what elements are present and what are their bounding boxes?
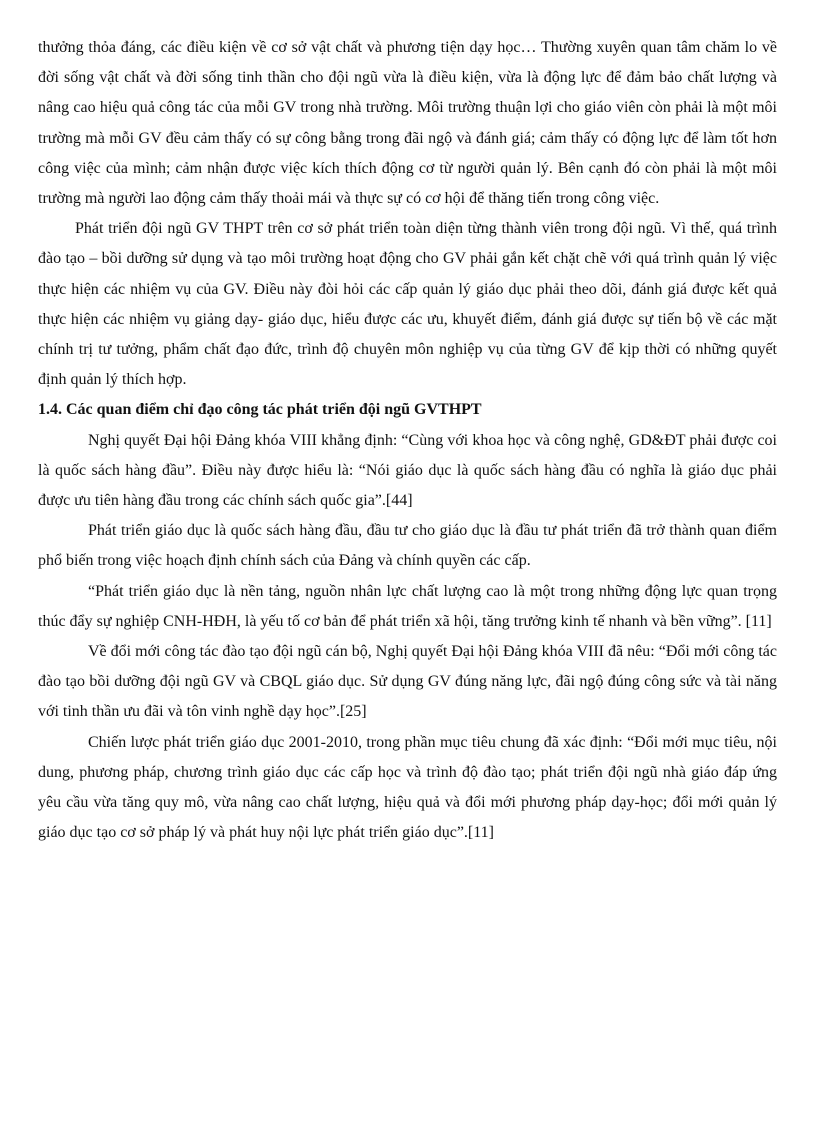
paragraph-education-foundation: “Phát triển giáo dục là nền tảng, nguồn nhân lực chất lượng cao là một trong những động lực quan trọng thúc đẩy sự nghiệp CNH-HĐH, là yếu tố cơ bản để phát triển xã hội, tăng trưởng kinh tế nhanh và bền vững”. [11] [38,582,777,630]
section-heading: 1.4. Các quan điểm chỉ đạo công tác phát triển đội ngũ GVTHPT [38,401,482,419]
paragraph-strategy-2001-2010: Chiến lược phát triển giáo dục 2001-2010, trong phần mục tiêu chung đã xác định: “Đổi mới mục tiêu, nội dung, phương pháp, chương trình giáo dục các cấp học và trình độ đào tạo; phát triển đội ngũ nhà giáo đáp ứng yêu cầu vừa tăng quy mô, vừa nâng cao chất lượng, hiệu quả và đổi mới phương pháp dạy-học; đổi mới quản lý giáo dục tạo cơ sở pháp lý và phát huy nội lực phát triển giáo dục”.[11] [38,733,777,842]
paragraph-staff-training: Về đổi mới công tác đào tạo đội ngũ cán bộ, Nghị quyết Đại hội Đảng khóa VIII đã nêu: “Đổi mới công tác đào tạo bồi dưỡng đội ngũ GV và CBQL giáo dục. Sử dụng GV đúng năng lực, đãi ngộ đúng công sức và tài năng với tinh thần ưu đãi và tôn vinh nghề dạy học”.[25] [38,643,777,721]
paragraph-education-priority: Phát triển giáo dục là quốc sách hàng đầu, đầu tư cho giáo dục là đầu tư phát triển đã trở thành quan điểm phổ biến trong việc hoạch định chính sách của Đảng và chính quyền các cấp. [38,522,777,570]
document-page [38,33,777,848]
paragraph-teacher-development: Phát triển đội ngũ GV THPT trên cơ sở phát triển toàn diện từng thành viên trong đội ngũ. Vì thế, quá trình đào tạo – bồi dưỡng sử dụng và tạo môi trường hoạt động cho GV phải gắn kết chặt chẽ với quá trình quản lý việc thực hiện các nhiệm vụ của GV. Điều này đòi hỏi các cấp quản lý giáo dục phải theo dõi, đánh giá được kết quả thực hiện các nhiệm vụ giảng dạy- giáo dục, hiểu được các ưu, khuyết điểm, đánh giá được sự tiến bộ về các mặt chính trị tư tưởng, phẩm chất đạo đức, trình độ chuyên môn nghiệp vụ của từng GV để kịp thời có những quyết định quản lý thích hợp. [38,220,777,389]
paragraph-resolution-viii: Nghị quyết Đại hội Đảng khóa VIII khẳng định: “Cùng với khoa học và công nghệ, GD&ĐT phải được coi là quốc sách hàng đầu”. Điều này được hiểu là: “Nói giáo dục là quốc sách hàng đầu có nghĩa là giáo dục phải được ưu tiên hàng đầu trong các chính sách quốc gia”.[44] [38,431,777,510]
paragraph-continuation: thưởng thỏa đáng, các điều kiện về cơ sở vật chất và phương tiện dạy học… Thường xuyên quan tâm chăm lo về đời sống vật chất và đời sống tinh thần cho đội ngũ vừa là điều kiện, vừa là động lực để đảm bảo chất lượng và nâng cao hiệu quả công tác của mỗi GV trong nhà trường. Môi trường thuận lợi cho giáo viên còn phải là một môi trường mà mỗi GV đều cảm thấy có sự công bằng trong đãi ngộ và đánh giá; cảm thấy có động lực để làm tốt hơn công việc của mình; cảm nhận được việc kích thích động cơ từ người quản lý. Bên cạnh đó còn phải là một môi trường mà người lao động cảm thấy thoải mái và thực sự có cơ hội để thăng tiến trong công việc. [38,39,777,208]
